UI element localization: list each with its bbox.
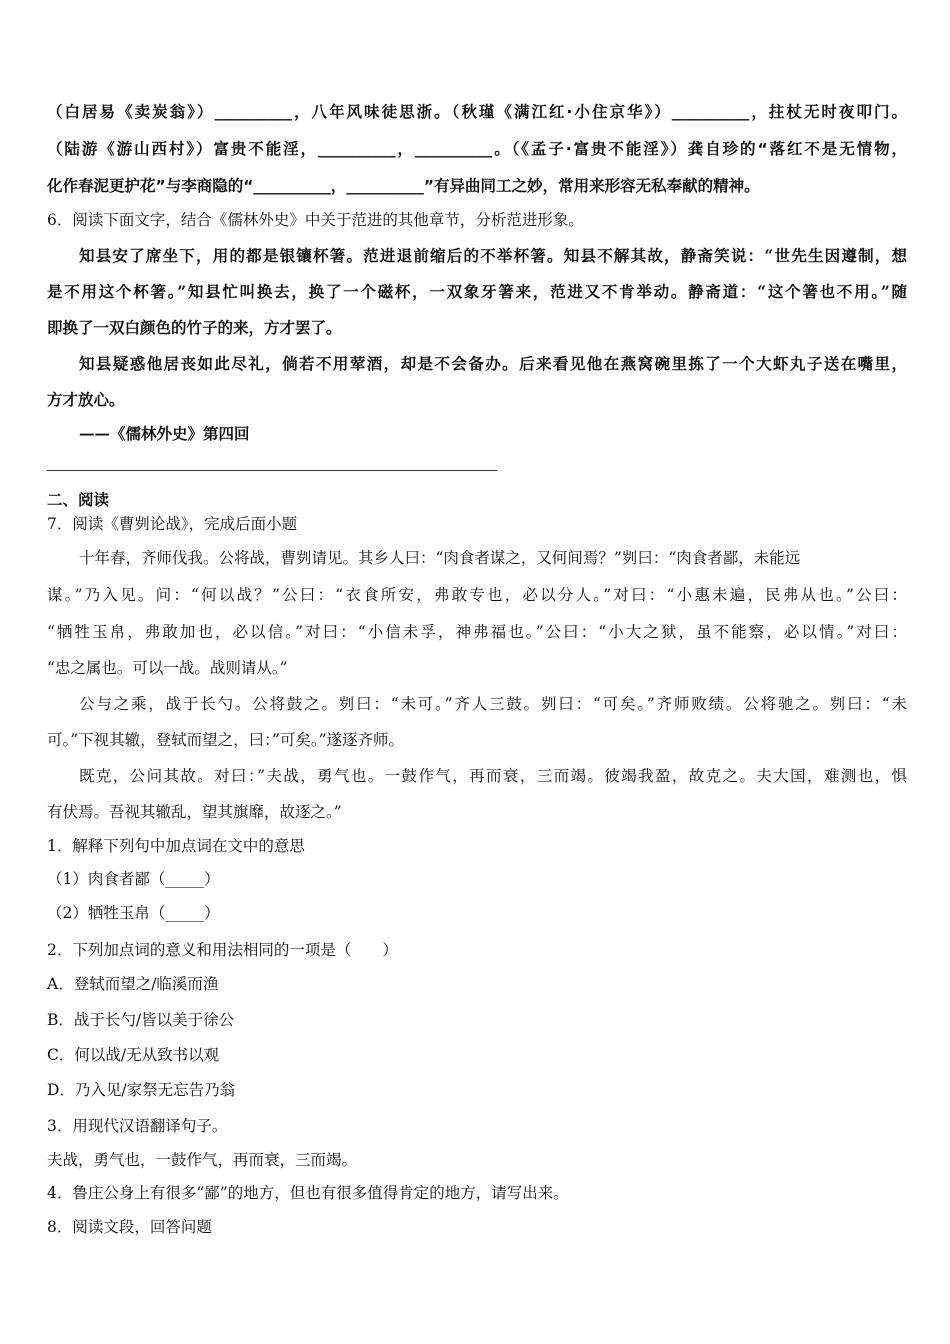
subquestion-4: 4．鲁庄公身上有很多“鄙”的地方，但也有很多值得肯定的地方，请写出来。 [47, 1184, 569, 1202]
passage-line: 公与之乘，战于长勺。公将鼓之。刿曰：“未可。”齐人三鼓。刿曰：“可矣。”齐师败绩。公将驰之。刿曰：“未 [79, 695, 907, 713]
subquestion-3: 3．用现代汉语翻译句子。 [47, 1117, 228, 1135]
question-7-prompt: 7．阅读《曹刿论战》，完成后面小题 [47, 515, 298, 533]
section-heading: 二、阅读 [47, 491, 110, 509]
passage-line: 知县疑惑他居丧如此尽礼，倘若不用荤酒，却是不会备办。后来看见他在燕窝碗里拣了一个大虾丸子送在嘴里， [79, 354, 907, 373]
subquestion-1-item: （2）牺牲玉帛（_____） [47, 904, 220, 922]
answer-line [47, 470, 497, 471]
passage-line: 既克，公问其故。对曰：”夫战，勇气也。一鼓作气，再而衰，三而竭。彼竭我盈，故克之。夫大国，难测也，惧 [79, 767, 907, 785]
passage-line: 有伏焉。吾视其辙乱，望其旗靡，故逐之。” [47, 803, 342, 821]
passage-line: “牺牲玉帛，弗敢加也，必以信。”对曰：“小信未孚，神弗福也。”公曰：“小大之狱，虽不能察，必以情。”对曰： [47, 623, 907, 641]
option-d: D．乃入见/家祭无忘告乃翁 [47, 1081, 236, 1099]
poem-fill-blank-line: （白居易《卖炭翁》）__________，八年风味徒思浙。（秋瑾《满江红·小住京华》）__________，拄杖无时夜叩门。 [47, 103, 907, 121]
passage-line: 即换了一双白颜色的竹子的来，方才罢了。 [47, 318, 342, 337]
passage-line: 可。”下视其辙，登轼而望之，曰：”可矣。”遂逐齐师。 [47, 731, 405, 749]
passage-line: 十年春，齐师伐我。公将战，曹刿请见。其乡人曰：“肉食者谋之，又何间焉？”刿曰：“肉食者鄙，未能远 [79, 549, 801, 567]
subquestion-1: 1．解释下列句中加点词在文中的意思 [47, 837, 305, 855]
question-6-prompt: 6．阅读下面文字，结合《儒林外史》中关于范进的其他章节，分析范进形象。 [47, 211, 584, 229]
passage-line: 知县安了席坐下，用的都是银镶杯箸。范进退前缩后的不举杯箸。知县不解其故，静斋笑说：“世先生因遵制，想 [79, 246, 907, 265]
passage-line: 方才放心。 [47, 390, 125, 409]
passage-line: 是不用这个杯箸。”知县忙叫换去，换了一个磁杯，一双象牙箸来，范进又不肯举动。静斋道：“这个箸也不用。”随 [47, 282, 907, 301]
option-b: B．战于长勺/皆以美于徐公 [47, 1011, 235, 1029]
poem-fill-blank-line: 化作春泥更护花”与李商隐的“__________，__________”有异曲同工之妙，常用来形容无私奉献的精神。 [47, 177, 760, 195]
option-a: A．登轼而望之/临溪而渔 [47, 975, 219, 993]
passage-line: “忠之属也。可以一战。战则请从。” [47, 659, 288, 677]
translation-sentence: 夫战，勇气也，一鼓作气，再而衰，三而竭。 [47, 1151, 358, 1169]
passage-source: ——《儒林外史》第四回 [79, 424, 250, 443]
question-8-prompt: 8．阅读文段，回答问题 [47, 1218, 212, 1236]
option-c: C．何以战/无从致书以观 [47, 1046, 220, 1064]
subquestion-2: 2．下列加点词的意义和用法相同的一项是（ ） [47, 941, 398, 959]
subquestion-1-item: （1）肉食者鄙（_____） [47, 870, 220, 888]
passage-line: 谋。”乃入见。问：“何以战？”公曰：“衣食所安，弗敢专也，必以分人。”对曰：“小惠未遍，民弗从也。”公曰： [47, 586, 907, 604]
poem-fill-blank-line: （陆游《游山西村》）富贵不能淫，__________，__________。（《孟子·富贵不能淫》）龚自珍的“落红不是无情物， [47, 140, 907, 158]
